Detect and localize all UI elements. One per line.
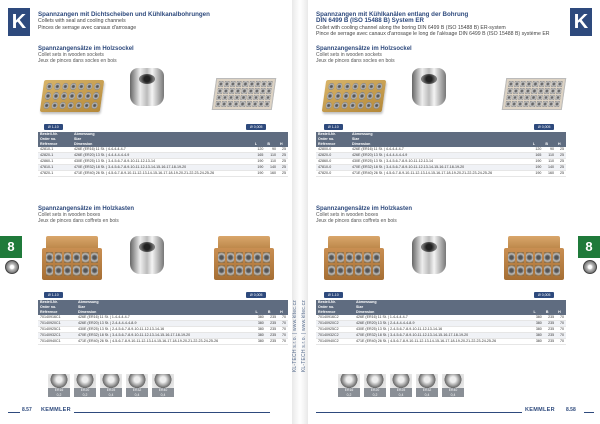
cell-h: 25	[556, 159, 566, 165]
cell-dimension: 426E (ER16) 11 St. | 4-4-4-4-4-7	[350, 147, 531, 153]
collet-value: 0,2	[372, 392, 378, 397]
right-header-title2: DIN 6499 B (ISO 15488 B) System ER	[316, 17, 424, 25]
collet-thumbnail	[100, 374, 122, 397]
collet-box-image	[504, 78, 564, 110]
collet-thumbnail-image	[126, 374, 148, 388]
cell-h: 70	[278, 333, 288, 339]
right-footer	[308, 406, 600, 416]
right-collet-thumbnails	[338, 374, 464, 397]
cell-order-no: 42820-0	[316, 153, 350, 159]
collet-thumbnail-image	[100, 374, 122, 388]
cell-b: 110	[543, 159, 556, 165]
cell-l: 380	[254, 333, 266, 339]
collet-thumbnail	[48, 374, 70, 397]
cell-order-no: 42810-1	[38, 147, 72, 153]
cell-l: 380	[254, 315, 266, 321]
collet-thumbnail-label	[416, 388, 438, 397]
left-footer	[0, 406, 292, 416]
col-l: L	[253, 132, 266, 147]
right-header	[316, 12, 556, 37]
cell-l: 165	[531, 153, 544, 159]
cell-h: 25	[278, 165, 288, 171]
collet-size: ER40	[158, 388, 168, 392]
collet-value: 0,4	[108, 392, 114, 397]
wooden-box-image-2	[214, 236, 274, 280]
collet-thumbnail-image	[390, 374, 412, 388]
collet-size: ER25	[106, 388, 116, 392]
col-order-no: Bestell-Nr. Order no. Référence	[316, 300, 354, 315]
cell-order-no: 42860-1	[38, 159, 72, 165]
cell-l: 380	[532, 321, 544, 327]
gutter	[292, 0, 308, 424]
cell-dimension: 426E (ER20) 13 St. | 4-4-4-4-4-4-9	[72, 153, 253, 159]
wooden-socket-tray-image	[324, 80, 384, 112]
left-header	[38, 12, 288, 31]
right-socket-table	[316, 132, 566, 177]
cell-h: 25	[278, 171, 288, 177]
left-sec2-fr: Jeux de pinces dans coffrets en bois	[38, 218, 119, 224]
cell-l: 190	[531, 165, 544, 171]
collet-thumbnail-label	[364, 388, 386, 397]
cell-h: 70	[278, 339, 288, 345]
cell-order-no: 42800-0	[316, 147, 350, 153]
col-dimension: Abmessung Size Dimension	[76, 300, 254, 315]
right-page	[308, 0, 600, 424]
cell-dimension: 426E (ER20) 13 St. | 2-4-4-4-4-4-8-9	[354, 321, 532, 327]
cell-dimension: 471E (ER40) 26 St. | 4-5-6-7-8-9-10-11-12-13-14-15-16-17-18-19-20-21-22-23-24-25-26	[354, 339, 532, 345]
collet-size: ER16	[344, 388, 354, 392]
cell-h: 25	[556, 165, 566, 171]
cell-b: 235	[266, 315, 278, 321]
right-header-title: Spannzangen mit Kühlkanälen entlang der Bohrung	[316, 11, 469, 18]
cell-b: 235	[544, 339, 556, 345]
col-b: B	[543, 132, 556, 147]
cell-l: 190	[253, 165, 266, 171]
diameter-pill: Ø 1-10	[324, 124, 343, 130]
cell-order-no: 70140920C2	[316, 321, 354, 327]
collet-thumbnail	[416, 374, 438, 397]
cell-b: 140	[543, 165, 556, 171]
kemmler-logo: K	[570, 8, 592, 36]
collet-size: ER32	[132, 388, 142, 392]
cell-dimension: 471E (ER40) 26 St. | 4-5-6-7-8-9-10-11-12-13-14-15-16-17-18-19-20-21-22-23-24-25-26	[350, 171, 531, 177]
collet-thumbnail-label	[390, 388, 412, 397]
collet-size: ER16	[54, 388, 64, 392]
collet-thumbnail	[74, 374, 96, 397]
cell-b: 235	[266, 327, 278, 333]
collet-image	[130, 68, 164, 106]
cell-order-no: 70140940C1	[38, 339, 76, 345]
cell-dimension: 426E (ER16) 11 St. | 1-4-4-4-4-7	[354, 315, 532, 321]
collet-thumbnail-image	[364, 374, 386, 388]
col-dimension: Abmessung Size Dimension	[354, 300, 532, 315]
cell-order-no: 70140916C2	[316, 315, 354, 321]
cell-h: 25	[278, 153, 288, 159]
col-order-no: Bestell-Nr. Order no. Référence	[316, 132, 350, 147]
col-l: L	[531, 132, 544, 147]
collet-thumbnail	[338, 374, 360, 397]
collet-thumbnail-label	[100, 388, 122, 397]
collet-thumbnail	[364, 374, 386, 397]
cell-l: 380	[254, 327, 266, 333]
col-dimension: Abmessung Size Dimension	[72, 132, 253, 147]
collet-size: ER25	[396, 388, 406, 392]
collet-size: ER40	[448, 388, 458, 392]
cell-order-no: 47810-0	[316, 165, 350, 171]
table-row	[316, 171, 566, 177]
cell-l: 120	[253, 147, 266, 153]
cell-b: 235	[544, 333, 556, 339]
cell-h: 70	[556, 333, 566, 339]
wooden-socket-tray-image	[42, 80, 102, 112]
collet-thumbnail-image	[48, 374, 70, 388]
cell-order-no: 70140940C2	[316, 339, 354, 345]
cell-l: 380	[532, 327, 544, 333]
right-sec1-title: Spannzangensätze im Holzsockel	[316, 46, 412, 52]
left-header-en: Collets with seal and cooling channels	[38, 18, 126, 25]
gear-icon	[5, 260, 19, 274]
collet-value: 0,4	[134, 392, 140, 397]
cell-order-no: 42820-1	[38, 153, 72, 159]
collet-thumbnail-label	[74, 388, 96, 397]
cell-b: 160	[265, 171, 278, 177]
col-h: H	[556, 300, 566, 315]
cell-order-no: 47810-1	[38, 165, 72, 171]
collet-thumbnail	[152, 374, 174, 397]
cell-l: 380	[254, 339, 266, 345]
cell-order-no: 70140920C1	[38, 321, 76, 327]
cell-h: 25	[556, 153, 566, 159]
collet-size: ER20	[80, 388, 90, 392]
cell-b: 110	[543, 153, 556, 159]
cell-b: 140	[265, 165, 278, 171]
collet-image	[412, 68, 446, 106]
cell-dimension: 426E (ER16) 11 St. | 1-4-4-4-4-7	[76, 315, 254, 321]
collet-value: 0,4	[398, 392, 404, 397]
wooden-box-image-2	[504, 236, 564, 280]
table-header-row	[38, 132, 288, 147]
cell-dimension: 430E (ER25) 13 St. | 3-4-5-6-7-8-9-10-11-12-13-14	[72, 159, 253, 165]
cell-b: 235	[544, 321, 556, 327]
col-b: B	[265, 132, 278, 147]
collet-value: 0,2	[346, 392, 352, 397]
cell-order-no: 70140925C1	[38, 327, 76, 333]
collet-value: 0,4	[160, 392, 166, 397]
collet-thumbnail-image	[338, 374, 360, 388]
collet-thumbnail-image	[152, 374, 174, 388]
cell-b: 235	[266, 321, 278, 327]
collet-thumbnail-label	[442, 388, 464, 397]
gutter-text-left: KL-TECH s.r.o. | www.kltec.cz	[292, 300, 298, 373]
tolerance-pill: Ø 0,005	[534, 124, 554, 130]
left-collet-thumbnails	[48, 374, 174, 397]
table-row	[38, 339, 288, 345]
cell-h: 70	[278, 315, 288, 321]
cell-h: 70	[556, 315, 566, 321]
cell-l: 190	[531, 171, 544, 177]
diameter-pill-2: Ø 1-10	[44, 292, 63, 298]
tolerance-pill-2: Ø 0,005	[246, 292, 266, 298]
col-l: L	[532, 300, 544, 315]
cell-h: 70	[556, 321, 566, 327]
col-l: L	[254, 300, 266, 315]
cell-l: 380	[532, 333, 544, 339]
cell-l: 190	[253, 171, 266, 177]
diameter-pill-2: Ø 1-10	[324, 292, 343, 298]
cell-dimension: 426E (ER20) 13 St. | 4-4-4-4-4-4-9	[350, 153, 531, 159]
col-h: H	[278, 300, 288, 315]
left-section-boxes	[38, 206, 278, 224]
cell-dimension: 430E (ER25) 13 St. | 2-4-5-6-7-8-9-10-11-12-13-14-16	[76, 327, 254, 333]
collet-size: ER32	[422, 388, 432, 392]
col-order-no: Bestell-Nr. Order no. Référence	[38, 132, 72, 147]
right-sec2-en: Collet sets in wooden boxes	[316, 212, 379, 218]
left-sec1-title: Spannzangensätze im Holzsockel	[38, 46, 134, 52]
page-number: 8.57	[22, 407, 32, 413]
cell-l: 380	[254, 321, 266, 327]
collet-thumbnail-label	[152, 388, 174, 397]
col-h: H	[556, 132, 566, 147]
wooden-box-image	[42, 236, 102, 280]
tolerance-pill: Ø 0,005	[246, 124, 266, 130]
cell-b: 235	[544, 327, 556, 333]
cell-order-no: 70140932C2	[316, 333, 354, 339]
collet-thumbnail-label	[338, 388, 360, 397]
left-sec1-en: Collet sets in wooden sockets	[38, 52, 104, 58]
cell-b: 235	[544, 315, 556, 321]
table-header-row	[316, 300, 566, 315]
cell-l: 120	[531, 147, 544, 153]
left-page	[0, 0, 292, 424]
right-sec1-fr: Jeux de pinces dans socles en bois	[316, 58, 395, 64]
collet-thumbnail-image	[74, 374, 96, 388]
cell-dimension: 470E (ER32) 18 St. | 3-4-5-6-7-8-9-10-11-12-13-14-15-16-17-18-19-20	[72, 165, 253, 171]
chapter-tab: 8	[0, 236, 22, 258]
kemmler-logo: K	[8, 8, 30, 36]
page-number: 8.58	[566, 407, 576, 413]
right-box-table	[316, 300, 566, 345]
cell-dimension: 470E (ER32) 18 St. | 3-4-5-6-7-8-9-10-11-12-13-14-15-16-17-18-19-20	[354, 333, 532, 339]
collet-thumbnail-label	[48, 388, 70, 397]
cell-l: 380	[532, 339, 544, 345]
cell-b: 235	[266, 339, 278, 345]
right-section-sockets	[316, 46, 556, 64]
col-dimension: Abmessung Size Dimension	[350, 132, 531, 147]
cell-order-no: 47820-1	[38, 171, 72, 177]
cell-order-no: 70140916C1	[38, 315, 76, 321]
left-box-table	[38, 300, 288, 345]
col-order-no: Bestell-Nr. Order no. Référence	[38, 300, 76, 315]
cell-dimension: 426E (ER20) 13 St. | 2-4-4-4-4-4-8-9	[76, 321, 254, 327]
cell-dimension: 470E (ER32) 18 St. | 3-4-5-6-7-8-9-10-11-12-13-14-15-16-17-18-19-20	[350, 165, 531, 171]
collet-size: ER20	[370, 388, 380, 392]
brand-name: KEMMLER	[38, 407, 74, 413]
collet-thumbnail-label	[126, 388, 148, 397]
cell-dimension: 470E (ER32) 18 St. | 3-4-5-6-7-8-9-10-11-12-13-14-15-16-17-18-19-20	[76, 333, 254, 339]
gear-icon	[583, 260, 597, 274]
right-sec1-en: Collet sets in wooden sockets	[316, 52, 382, 58]
left-sec1-fr: Jeux de pinces dans socles en bois	[38, 58, 117, 64]
cell-h: 25	[556, 171, 566, 177]
collet-box-image	[214, 78, 274, 110]
cell-b: 110	[265, 159, 278, 165]
cell-dimension: 471E (ER40) 26 St. | 4-5-6-7-8-9-10-11-12-13-14-15-16-17-18-19-20-21-22-23-24-25-26	[72, 171, 253, 177]
cell-h: 70	[278, 327, 288, 333]
right-sec2-fr: Jeux de pinces dans coffrets en bois	[316, 218, 397, 224]
cell-b: 235	[266, 333, 278, 339]
collet-thumbnail-image	[442, 374, 464, 388]
table-row	[38, 171, 288, 177]
left-sec2-title: Spannzangensätze im Holzkasten	[38, 206, 135, 212]
left-header-title: Spannzangen mit Dichtscheiben und Kühlkanalbohrungen	[38, 11, 210, 18]
chapter-tab: 8	[578, 236, 600, 258]
cell-dimension: 430E (ER25) 13 St. | 3-4-5-6-7-8-9-10-11-12-13-14	[350, 159, 531, 165]
left-section-sockets	[38, 46, 278, 64]
collet-value: 0,4	[450, 392, 456, 397]
collet-thumbnail	[390, 374, 412, 397]
cell-h: 70	[556, 327, 566, 333]
col-h: H	[278, 132, 288, 147]
left-socket-table	[38, 132, 288, 177]
table-header-row	[38, 300, 288, 315]
table-row	[316, 339, 566, 345]
brand-name: KEMMLER	[522, 407, 558, 413]
collet-image-2	[130, 236, 164, 274]
cell-l: 190	[253, 159, 266, 165]
cell-b: 160	[543, 171, 556, 177]
left-header-fr: Pinces de serrage avec canaux d'arrosage	[38, 24, 137, 31]
tolerance-pill-2: Ø 0,005	[534, 292, 554, 298]
cell-l: 190	[531, 159, 544, 165]
diameter-pill: Ø 1-10	[44, 124, 63, 130]
cell-b: 90	[265, 147, 278, 153]
cell-h: 25	[278, 159, 288, 165]
cell-order-no: 70140932C1	[38, 333, 76, 339]
cell-order-no: 70140925C2	[316, 327, 354, 333]
collet-image-2	[412, 236, 446, 274]
cell-h: 25	[556, 147, 566, 153]
cell-order-no: 47820-0	[316, 171, 350, 177]
cell-b: 90	[543, 147, 556, 153]
collet-thumbnail-image	[416, 374, 438, 388]
collet-thumbnail	[442, 374, 464, 397]
col-b: B	[266, 300, 278, 315]
cell-l: 165	[253, 153, 266, 159]
left-sec2-en: Collet sets in wooden boxes	[38, 212, 101, 218]
cell-h: 70	[556, 339, 566, 345]
cell-h: 70	[278, 321, 288, 327]
collet-thumbnail	[126, 374, 148, 397]
cell-h: 25	[278, 147, 288, 153]
wooden-box-image	[324, 236, 384, 280]
cell-dimension: 430E (ER25) 13 St. | 2-4-5-6-7-8-9-10-11-12-13-14-16	[354, 327, 532, 333]
collet-value: 0,2	[56, 392, 62, 397]
table-header-row	[316, 132, 566, 147]
cell-dimension: 471E (ER40) 26 St. | 4-5-6-7-8-9-10-11-12-13-14-15-16-17-18-19-20-21-22-23-24-25-26	[76, 339, 254, 345]
right-section-boxes	[316, 206, 556, 224]
right-sec2-title: Spannzangensätze im Holzkasten	[316, 206, 413, 212]
cell-l: 380	[532, 315, 544, 321]
cell-b: 110	[265, 153, 278, 159]
right-header-fr: Pince de serrage avec canaux d'arrosage le long de l'alésage DIN 6499 B (ISO 15488 B) système ER	[316, 30, 550, 37]
gutter-text-right: KL-TECH s.r.o. | www.kltec.cz	[301, 300, 307, 373]
collet-value: 0,2	[82, 392, 88, 397]
collet-value: 0,4	[424, 392, 430, 397]
right-header-en: Collet with cooling channel along the boring DIN 6499 B (ISO 15488 B) ER-system	[316, 24, 506, 31]
cell-dimension: 426E (ER16) 11 St. | 4-4-4-4-4-7	[72, 147, 253, 153]
col-b: B	[544, 300, 556, 315]
cell-order-no: 42860-0	[316, 159, 350, 165]
